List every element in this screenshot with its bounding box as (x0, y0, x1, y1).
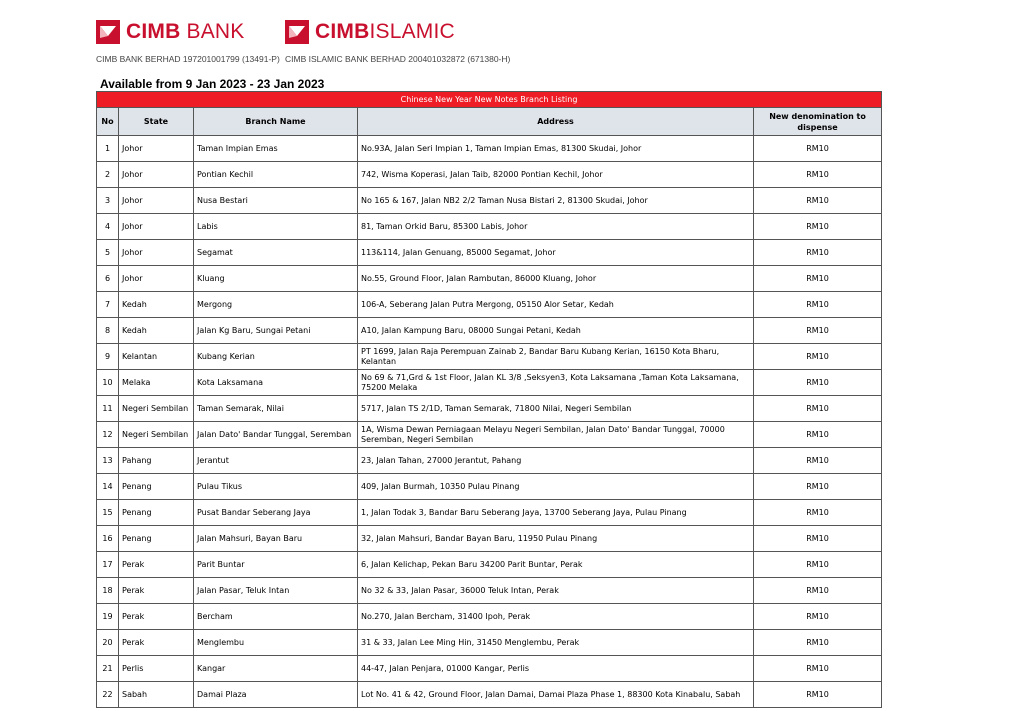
table-row (97, 552, 882, 578)
row-state: Johor (119, 240, 194, 266)
column-header-state: State (119, 108, 194, 136)
row-branch-name: Kangar (194, 656, 358, 682)
row-no: 20 (97, 630, 119, 656)
row-address: 409, Jalan Burmah, 10350 Pulau Pinang (358, 474, 754, 500)
cimb-islamic-suffix: ISLAMIC (369, 20, 455, 43)
row-no: 16 (97, 526, 119, 552)
table-row (97, 630, 882, 656)
table-row (97, 240, 882, 266)
row-no: 15 (97, 500, 119, 526)
row-branch-name: Kota Laksamana (194, 370, 358, 396)
row-no: 11 (97, 396, 119, 422)
row-no: 17 (97, 552, 119, 578)
row-denomination: RM10 (754, 162, 882, 188)
row-denomination: RM10 (754, 214, 882, 240)
row-branch-name: Pontian Kechil (194, 162, 358, 188)
row-no: 14 (97, 474, 119, 500)
row-address: 113&114, Jalan Genuang, 85000 Segamat, Johor (358, 240, 754, 266)
table-row (97, 656, 882, 682)
row-denomination: RM10 (754, 136, 882, 162)
row-denomination: RM10 (754, 396, 882, 422)
row-state: Perlis (119, 656, 194, 682)
row-denomination: RM10 (754, 422, 882, 448)
cimb-islamic-logo-block (285, 18, 510, 64)
row-denomination: RM10 (754, 240, 882, 266)
table-row (97, 578, 882, 604)
row-no: 19 (97, 604, 119, 630)
table-row (97, 266, 882, 292)
table-row (97, 318, 882, 344)
table-row (97, 370, 882, 396)
row-no: 4 (97, 214, 119, 240)
row-branch-name: Jalan Pasar, Teluk Intan (194, 578, 358, 604)
row-branch-name: Pulau Tikus (194, 474, 358, 500)
row-address: 742, Wisma Koperasi, Jalan Taib, 82000 Pontian Kechil, Johor (358, 162, 754, 188)
row-address: 1, Jalan Todak 3, Bandar Baru Seberang Jaya, 13700 Seberang Jaya, Pulau Pinang (358, 500, 754, 526)
row-address: 1A, Wisma Dewan Perniagaan Melayu Negeri Sembilan, Jalan Dato' Bandar Tunggal, 70000 Seremban, Negeri Sembilan (358, 422, 754, 448)
cimb-bank-suffix: BANK (186, 20, 245, 43)
cimb-chevron-icon (96, 20, 120, 44)
row-denomination: RM10 (754, 370, 882, 396)
row-address: 23, Jalan Tahan, 27000 Jerantut, Pahang (358, 448, 754, 474)
table-row (97, 604, 882, 630)
row-denomination: RM10 (754, 448, 882, 474)
table-row (97, 448, 882, 474)
row-denomination: RM10 (754, 474, 882, 500)
row-state: Kedah (119, 318, 194, 344)
row-no: 5 (97, 240, 119, 266)
row-state: Johor (119, 214, 194, 240)
table-title-row (97, 92, 882, 108)
row-denomination: RM10 (754, 682, 882, 708)
row-state: Perak (119, 630, 194, 656)
row-branch-name: Jalan Mahsuri, Bayan Baru (194, 526, 358, 552)
row-branch-name: Jerantut (194, 448, 358, 474)
row-state: Negeri Sembilan (119, 422, 194, 448)
row-address: No.270, Jalan Bercham, 31400 Ipoh, Perak (358, 604, 754, 630)
cimb-bank-company: CIMB BANK BERHAD 197201001799 (13491-P) (96, 54, 280, 64)
row-no: 18 (97, 578, 119, 604)
row-branch-name: Parit Buntar (194, 552, 358, 578)
cimb-islamic-logo (285, 18, 510, 46)
row-denomination: RM10 (754, 526, 882, 552)
cimb-bank-logo-block (96, 18, 280, 64)
row-state: Johor (119, 188, 194, 214)
row-branch-name: Kubang Kerian (194, 344, 358, 370)
row-address: 31 & 33, Jalan Lee Ming Hin, 31450 Menglembu, Perak (358, 630, 754, 656)
cimb-bank-brand: CIMB (126, 20, 181, 43)
row-address: A10, Jalan Kampung Baru, 08000 Sungai Petani, Kedah (358, 318, 754, 344)
row-denomination: RM10 (754, 344, 882, 370)
row-address: 5717, Jalan TS 2/1D, Taman Semarak, 71800 Nilai, Negeri Sembilan (358, 396, 754, 422)
row-address: No 32 & 33, Jalan Pasar, 36000 Teluk Intan, Perak (358, 578, 754, 604)
row-address: 81, Taman Orkid Baru, 85300 Labis, Johor (358, 214, 754, 240)
row-address: 6, Jalan Kelichap, Pekan Baru 34200 Parit Buntar, Perak (358, 552, 754, 578)
row-address: 44-47, Jalan Penjara, 01000 Kangar, Perlis (358, 656, 754, 682)
row-denomination: RM10 (754, 578, 882, 604)
row-branch-name: Nusa Bestari (194, 188, 358, 214)
row-denomination: RM10 (754, 318, 882, 344)
row-branch-name: Menglembu (194, 630, 358, 656)
row-no: 7 (97, 292, 119, 318)
row-state: Sabah (119, 682, 194, 708)
column-header-branch: Branch Name (194, 108, 358, 136)
row-no: 3 (97, 188, 119, 214)
row-denomination: RM10 (754, 188, 882, 214)
table-row (97, 682, 882, 708)
row-state: Negeri Sembilan (119, 396, 194, 422)
row-state: Perak (119, 552, 194, 578)
table-row (97, 396, 882, 422)
row-denomination: RM10 (754, 552, 882, 578)
row-state: Johor (119, 266, 194, 292)
row-branch-name: Damai Plaza (194, 682, 358, 708)
row-state: Melaka (119, 370, 194, 396)
table-row (97, 188, 882, 214)
row-denomination: RM10 (754, 604, 882, 630)
row-no: 8 (97, 318, 119, 344)
row-no: 2 (97, 162, 119, 188)
row-no: 21 (97, 656, 119, 682)
row-no: 9 (97, 344, 119, 370)
row-address: No 69 & 71,Grd & 1st Floor, Jalan KL 3/8 ,Seksyen3, Kota Laksamana ,Taman Kota Laksamana, 75200 Melaka (358, 370, 754, 396)
row-branch-name: Mergong (194, 292, 358, 318)
cimb-bank-logo (96, 18, 280, 46)
column-header-address: Address (358, 108, 754, 136)
row-state: Kelantan (119, 344, 194, 370)
table-row (97, 162, 882, 188)
row-branch-name: Pusat Bandar Seberang Jaya (194, 500, 358, 526)
table-row (97, 344, 882, 370)
row-no: 6 (97, 266, 119, 292)
table-row (97, 526, 882, 552)
column-header-denomination: New denomination to dispense (754, 108, 882, 136)
row-address: No 165 & 167, Jalan NB2 2/2 Taman Nusa Bistari 2, 81300 Skudai, Johor (358, 188, 754, 214)
row-state: Johor (119, 162, 194, 188)
row-address: PT 1699, Jalan Raja Perempuan Zainab 2, Bandar Baru Kubang Kerian, 16150 Kota Bharu, Kelantan (358, 344, 754, 370)
row-state: Johor (119, 136, 194, 162)
column-header-no: No (97, 108, 119, 136)
row-state: Perak (119, 604, 194, 630)
row-no: 22 (97, 682, 119, 708)
row-address: 106-A, Seberang Jalan Putra Mergong, 05150 Alor Setar, Kedah (358, 292, 754, 318)
row-branch-name: Segamat (194, 240, 358, 266)
row-branch-name: Taman Semarak, Nilai (194, 396, 358, 422)
table-header-row (97, 108, 882, 136)
cimb-chevron-icon (285, 20, 309, 44)
row-branch-name: Kluang (194, 266, 358, 292)
row-denomination: RM10 (754, 656, 882, 682)
row-denomination: RM10 (754, 500, 882, 526)
row-branch-name: Labis (194, 214, 358, 240)
row-denomination: RM10 (754, 266, 882, 292)
row-address: 32, Jalan Mahsuri, Bandar Bayan Baru, 11950 Pulau Pinang (358, 526, 754, 552)
table-row (97, 292, 882, 318)
row-no: 10 (97, 370, 119, 396)
branch-listing-table (96, 91, 882, 708)
row-state: Kedah (119, 292, 194, 318)
row-state: Penang (119, 500, 194, 526)
table-title: Chinese New Year New Notes Branch Listing (97, 92, 882, 108)
table-row (97, 136, 882, 162)
table-body (97, 136, 882, 708)
table-row (97, 422, 882, 448)
row-state: Penang (119, 526, 194, 552)
row-address: No.55, Ground Floor, Jalan Rambutan, 86000 Kluang, Johor (358, 266, 754, 292)
row-branch-name: Bercham (194, 604, 358, 630)
row-no: 13 (97, 448, 119, 474)
row-denomination: RM10 (754, 630, 882, 656)
availability-period: Available from 9 Jan 2023 - 23 Jan 2023 (100, 77, 325, 91)
row-branch-name: Taman Impian Emas (194, 136, 358, 162)
table-row (97, 500, 882, 526)
row-branch-name: Jalan Kg Baru, Sungai Petani (194, 318, 358, 344)
row-address: Lot No. 41 & 42, Ground Floor, Jalan Damai, Damai Plaza Phase 1, 88300 Kota Kinabalu, Sabah (358, 682, 754, 708)
cimb-islamic-company: CIMB ISLAMIC BANK BERHAD 200401032872 (671380-H) (285, 54, 511, 64)
table-row (97, 214, 882, 240)
row-state: Penang (119, 474, 194, 500)
table-row (97, 474, 882, 500)
row-state: Pahang (119, 448, 194, 474)
cimb-islamic-brand: CIMB (315, 20, 370, 43)
row-no: 1 (97, 136, 119, 162)
row-state: Perak (119, 578, 194, 604)
row-no: 12 (97, 422, 119, 448)
row-branch-name: Jalan Dato' Bandar Tunggal, Seremban (194, 422, 358, 448)
row-denomination: RM10 (754, 292, 882, 318)
row-address: No.93A, Jalan Seri Impian 1, Taman Impian Emas, 81300 Skudai, Johor (358, 136, 754, 162)
